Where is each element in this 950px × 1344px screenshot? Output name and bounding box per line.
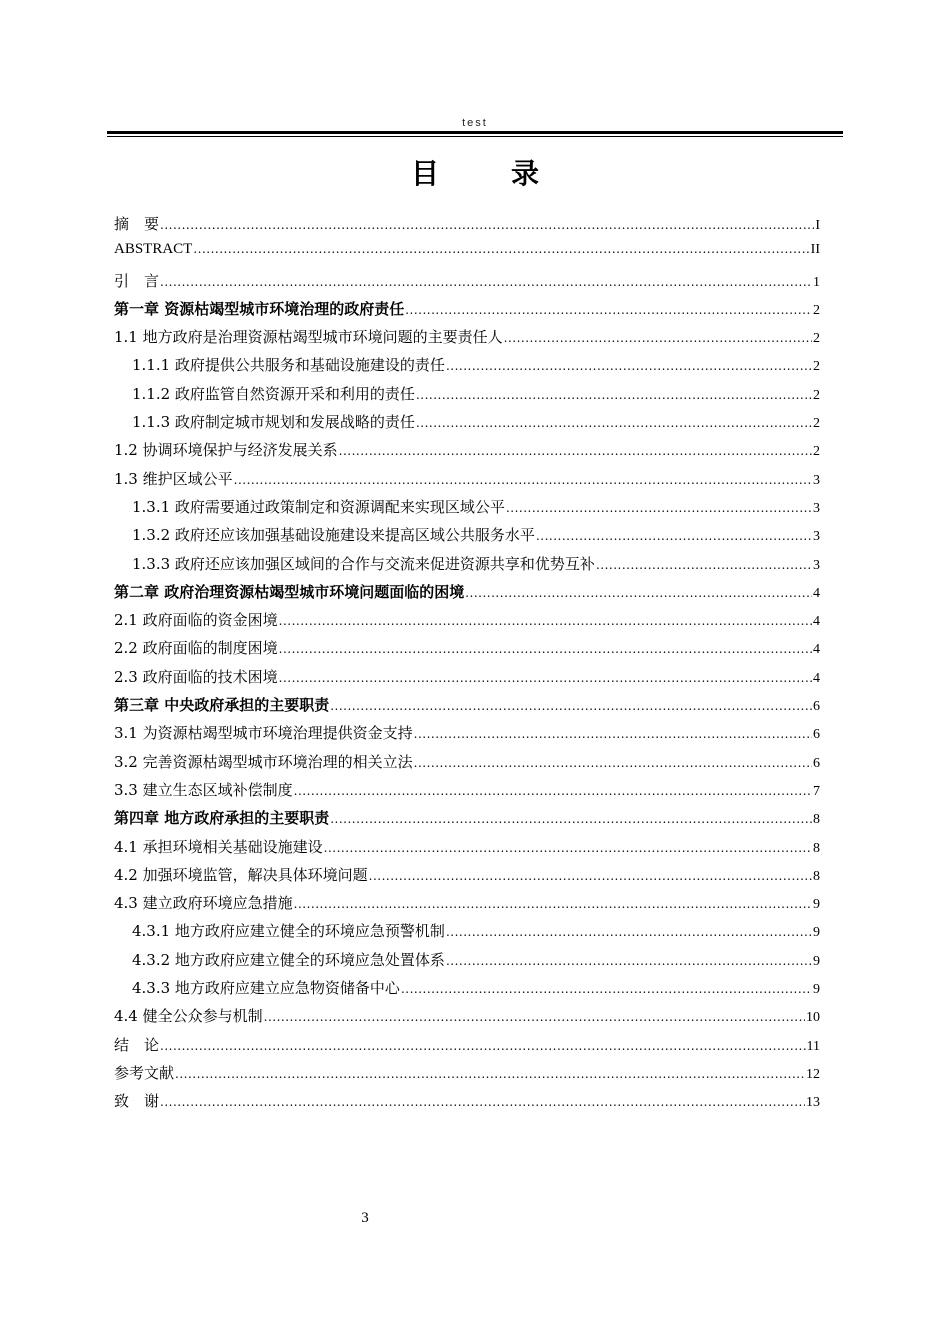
toc-entry-label: 4.3.2 地方政府应建立健全的环境应急处置体系 [132, 950, 445, 969]
toc-entry-page: 2 [813, 444, 820, 460]
toc-entry-page: 2 [813, 387, 820, 403]
page-number: 3 [361, 1210, 369, 1226]
toc-entry-label: 2.3 政府面临的技术困境 [114, 667, 278, 686]
toc-entry-label: 1.3.1 政府需要通过政策制定和资源调配来实现区域公平 [132, 497, 505, 516]
toc-entry-label: 1.3.3 政府还应该加强区域间的合作与交流来促进资源共享和优势互补 [132, 554, 595, 573]
toc-entry[interactable] [114, 439, 820, 467]
toc-entry-label: 3.2 完善资源枯竭型城市环境治理的相关立法 [114, 752, 413, 771]
toc-leader-dots [414, 727, 812, 741]
toc-leader-dots [416, 388, 812, 402]
toc-entry[interactable] [114, 637, 820, 665]
toc-entry-label: ABSTRACT [114, 241, 193, 258]
toc-entry-page: II [810, 242, 820, 258]
toc-entry-label: 2.2 政府面临的制度困境 [114, 639, 278, 658]
toc-entry-page: 2 [813, 359, 820, 375]
toc-entry[interactable] [114, 553, 820, 581]
toc-entry-label: 1.1.2 政府监管自然资源开采和利用的责任 [132, 384, 415, 403]
toc-entry[interactable] [114, 326, 820, 354]
toc-entry-page: 4 [813, 670, 820, 686]
toc-leader-dots [294, 897, 812, 911]
toc-leader-dots [401, 982, 812, 996]
toc-entry[interactable] [114, 383, 820, 411]
toc-leader-dots [330, 699, 812, 713]
toc-entry[interactable] [114, 977, 820, 1005]
toc-entry[interactable] [114, 468, 820, 496]
toc-entry-label: 1.2 协调环境保护与经济发展关系 [114, 441, 338, 460]
toc-entry-page: 3 [813, 500, 820, 516]
toc-entry-page: 4 [813, 585, 820, 601]
toc-entry-page: 1 [813, 274, 820, 290]
toc-leader-dots [294, 784, 812, 798]
toc-entry[interactable] [114, 836, 820, 864]
toc-leader-dots [160, 1095, 805, 1109]
toc-leader-dots [234, 473, 812, 487]
toc-entry-label: 4.4 健全公众参与机制 [114, 1007, 263, 1026]
toc-entry-page: 6 [813, 755, 820, 771]
toc-entry[interactable] [114, 751, 820, 779]
toc-entry[interactable] [114, 496, 820, 524]
toc-leader-dots [175, 1067, 805, 1081]
toc-leader-dots [446, 925, 812, 939]
toc-entry-page: 11 [806, 1038, 820, 1054]
toc-leader-dots [446, 954, 812, 968]
toc-entry-label: 摘 要 [114, 215, 160, 233]
toc-leader-dots [339, 444, 812, 458]
toc-leader-dots [596, 558, 812, 572]
toc-leader-dots [405, 303, 812, 317]
toc-entry[interactable] [114, 298, 820, 326]
toc-entry[interactable] [114, 694, 820, 722]
toc-entry-page: 2 [813, 331, 820, 347]
toc-entry-label: 1.1.1 政府提供公共服务和基础设施建设的责任 [132, 356, 445, 375]
toc-entry-page: 4 [813, 642, 820, 658]
toc-leader-dots [369, 869, 812, 883]
toc-entry[interactable] [114, 1062, 820, 1090]
toc-entry-page: 3 [813, 557, 820, 573]
toc-entry-page: 7 [813, 783, 820, 799]
toc-entry[interactable] [114, 354, 820, 382]
toc-entry[interactable] [114, 1090, 820, 1118]
toc-entry-label: 4.3.3 地方政府应建立应急物资储备中心 [132, 979, 400, 998]
toc-entry-page: 8 [813, 812, 820, 828]
toc-entry[interactable] [114, 722, 820, 750]
toc-entry-label: 引 言 [114, 271, 160, 290]
toc-entry-label: 3.3 建立生态区域补偿制度 [114, 780, 293, 799]
page-header-text: test [462, 117, 488, 129]
toc-leader-dots [330, 812, 812, 826]
toc-entry-label: 致 谢 [114, 1092, 160, 1111]
toc-leader-dots [160, 1039, 806, 1053]
toc-entry[interactable] [114, 524, 820, 552]
toc-entry-label: 参考文献 [114, 1063, 175, 1082]
toc-entry[interactable] [114, 609, 820, 637]
toc-entry-label: 第一章 资源枯竭型城市环境治理的政府责任 [114, 299, 405, 318]
toc-entry[interactable] [114, 892, 820, 920]
toc-leader-dots [465, 586, 812, 600]
toc-entry[interactable] [114, 1034, 820, 1062]
toc-entry-label: 结 论 [114, 1035, 160, 1054]
toc-entry-label: 1.3.2 政府还应该加强基础设施建设来提高区域公共服务水平 [132, 526, 535, 545]
toc-entry[interactable] [114, 1005, 820, 1033]
toc-entry-page: 9 [813, 925, 820, 941]
toc-entry[interactable] [114, 581, 820, 609]
toc-entry[interactable] [114, 949, 820, 977]
toc-entry-page: 13 [806, 1095, 820, 1111]
toc-leader-dots [536, 529, 812, 543]
toc-entry[interactable] [114, 666, 820, 694]
toc-entry[interactable] [114, 213, 820, 241]
toc-leader-dots [506, 501, 812, 515]
toc-entry-page: 4 [813, 614, 820, 630]
toc-leader-dots [324, 841, 812, 855]
toc-entry-label: 4.2 加强环境监管，解决具体环境问题 [114, 865, 368, 884]
toc-leader-dots [279, 642, 812, 656]
toc-entry-page: 12 [806, 1066, 820, 1082]
header-rule-thick [107, 131, 843, 134]
toc-entry-page: 8 [813, 840, 820, 856]
toc-entry-page: 2 [813, 416, 820, 432]
toc-entry-page: 9 [813, 982, 820, 998]
toc-title: 目 录 [410, 157, 561, 190]
toc-leader-dots [416, 416, 812, 430]
toc-leader-dots [414, 756, 812, 770]
toc-entry-page: 3 [813, 472, 820, 488]
toc-entry[interactable] [114, 920, 820, 948]
toc-entry[interactable] [114, 807, 820, 835]
toc-leader-dots [193, 242, 809, 256]
toc-leader-dots [446, 359, 812, 373]
toc-entry-page: 9 [813, 953, 820, 969]
header-rule-thin [107, 136, 843, 137]
toc-entry-label: 1.1 地方政府是治理资源枯竭型城市环境问题的主要责任人 [114, 328, 503, 347]
toc-entry[interactable] [114, 270, 820, 298]
toc-entry-page: 10 [806, 1010, 820, 1026]
toc-entry-label: 第三章 中央政府承担的主要职责 [114, 696, 330, 715]
toc-leader-dots [264, 1010, 805, 1024]
toc-entry[interactable] [114, 241, 820, 269]
toc-entry-page: 8 [813, 868, 820, 884]
toc-entry-label: 第四章 地方政府承担的主要职责 [114, 809, 330, 828]
toc-entry-page: 3 [813, 529, 820, 545]
toc-leader-dots [279, 614, 812, 628]
toc-list [114, 213, 820, 1119]
toc-leader-dots [279, 671, 812, 685]
toc-entry-label: 3.1 为资源枯竭型城市环境治理提供资金支持 [114, 724, 413, 743]
toc-entry-label: 4.1 承担环境相关基础设施建设 [114, 837, 323, 856]
toc-entry[interactable] [114, 779, 820, 807]
toc-entry-label: 4.3 建立政府环境应急措施 [114, 894, 293, 913]
toc-entry[interactable] [114, 864, 820, 892]
toc-leader-dots [160, 218, 814, 232]
toc-leader-dots [504, 331, 812, 345]
toc-leader-dots [160, 275, 812, 289]
toc-entry-label: 2.1 政府面临的资金困境 [114, 611, 278, 630]
toc-entry-label: 1.3 维护区域公平 [114, 469, 233, 488]
toc-entry-label: 第二章 政府治理资源枯竭型城市环境问题面临的困境 [114, 582, 465, 601]
toc-entry-label: 1.1.3 政府制定城市规划和发展战略的责任 [132, 413, 415, 432]
toc-entry-page: 9 [813, 897, 820, 913]
toc-entry-page: 2 [813, 302, 820, 318]
toc-entry-page: 6 [813, 699, 820, 715]
toc-entry-label: 4.3.1 地方政府应建立健全的环境应急预警机制 [132, 922, 445, 941]
toc-entry-page: 6 [813, 727, 820, 743]
toc-entry-page: I [815, 218, 820, 233]
toc-entry[interactable] [114, 411, 820, 439]
